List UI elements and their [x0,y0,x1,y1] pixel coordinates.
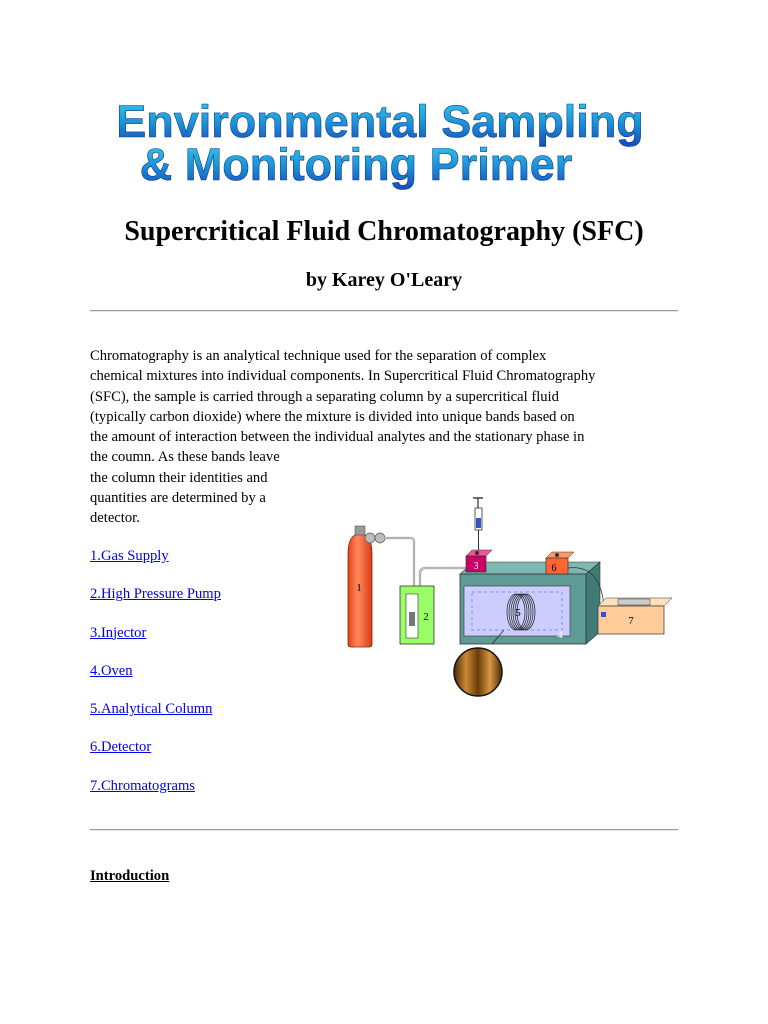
list-item [90,584,330,622]
label-1: 1 [356,582,362,594]
injector-link[interactable]: 3.Injector [90,624,147,641]
author-byline: by Karey O'Leary [305,269,463,291]
intro-line: the amount of interaction between the individual analytes and the stationary phase in [90,429,585,446]
intro-line: the coumn. As these bands leave [90,449,280,466]
list-item [90,546,330,584]
list-item [90,737,330,775]
list-item [90,661,330,699]
analytical-column-link[interactable]: 5.Analytical Column [90,701,213,718]
intro-line: chemical mixtures into individual components. In Supercritical Fluid Chromatography [90,368,596,385]
label-3: 3 [473,561,479,572]
label-2: 2 [423,611,429,623]
list-item [90,699,330,737]
horizontal-rule [90,829,678,831]
primer-banner [100,92,660,192]
gas-tank-icon [348,526,385,647]
high-pressure-pump-link[interactable]: 2.High Pressure Pump [90,586,221,603]
page-title: Supercritical Fluid Chromatography (SFC) [124,216,644,247]
horizontal-rule [90,310,678,312]
label-6: 6 [551,563,557,574]
intro-line: Chromatography is an analytical technique used for the separation of complex [90,348,547,364]
intro-line: detector. [90,510,140,527]
pump-icon [400,586,434,644]
banner-graphic [100,92,660,192]
component-link-list [90,546,330,814]
intro-line: (SFC), the sample is carried through a separating column by a supercritical fluid [90,388,559,405]
intro-line: the column their identities and [90,469,268,486]
recorder-icon [598,598,672,634]
introduction-heading: Introduction [90,868,170,884]
gas-supply-link[interactable]: 1.Gas Supply [90,548,169,564]
chromatograms-link[interactable]: 7.Chromatograms [90,777,195,794]
label-5: 5 [515,607,521,619]
intro-line: quantities are determined by a [90,490,266,507]
syringe-icon [473,498,483,552]
label-7: 7 [628,615,634,627]
detector-link[interactable]: 6.Detector [90,739,152,756]
oven-link[interactable]: 4.Oven [90,662,133,679]
list-item [90,776,330,814]
sfc-instrument-diagram [342,494,672,698]
intro-line: (typically carbon dioxide) where the mixture is divided into unique bands based on [90,408,575,425]
banner-line-2: & Monitoring Primer [139,139,573,190]
list-item [90,623,330,661]
banner-line-1: Environmental Sampling [116,96,644,147]
label-4: 4 [557,629,563,641]
